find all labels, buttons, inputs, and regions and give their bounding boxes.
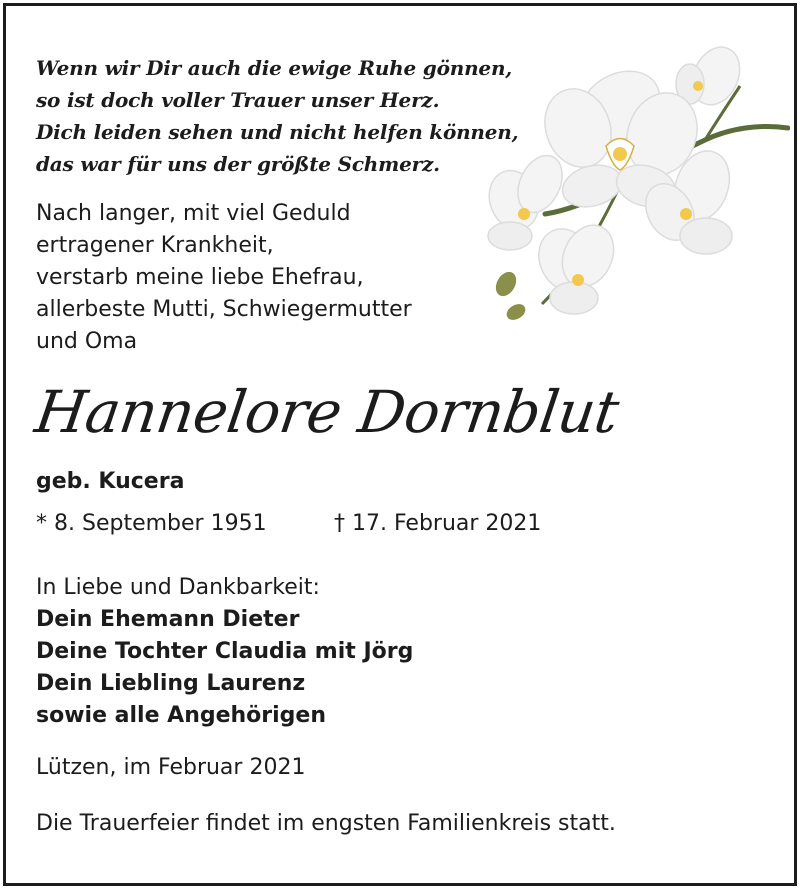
poem-line: das war für uns der größte Schmerz. bbox=[36, 152, 440, 176]
funeral-note: Die Trauerfeier findet im engsten Familienkreis statt. bbox=[36, 811, 616, 836]
mourners-list bbox=[36, 604, 413, 732]
poem-verse bbox=[36, 52, 518, 180]
intro-line: und Oma bbox=[36, 329, 138, 354]
place-date: Lützen, im Februar 2021 bbox=[36, 755, 306, 780]
deceased-name: Hannelore Dornblut bbox=[31, 378, 623, 446]
death-date: † 17. Februar 2021 bbox=[334, 511, 542, 536]
mourner-line: Dein Ehemann Dieter bbox=[36, 607, 300, 632]
intro-line: verstarb meine liebe Ehefrau, bbox=[36, 265, 364, 290]
birth-name: geb. Kucera bbox=[36, 469, 185, 494]
poem-line: Dich leiden sehen und nicht helfen können, bbox=[36, 120, 519, 144]
intro-line: Nach langer, mit viel Geduld bbox=[36, 201, 351, 226]
mourner-line: sowie alle Angehörigen bbox=[36, 703, 327, 728]
intro-line: allerbeste Mutti, Schwiegermutter bbox=[36, 297, 412, 322]
intro-line: ertragener Krankheit, bbox=[36, 233, 274, 258]
thanks-line: In Liebe und Dankbarkeit: bbox=[36, 575, 320, 600]
intro-text bbox=[36, 198, 412, 358]
poem-line: so ist doch voller Trauer unser Herz. bbox=[36, 88, 440, 112]
orchid-image bbox=[470, 36, 790, 326]
birth-date: * 8. September 1951 bbox=[36, 511, 267, 536]
life-dates bbox=[36, 506, 542, 542]
mourner-line: Deine Tochter Claudia mit Jörg bbox=[36, 639, 414, 664]
mourner-line: Dein Liebling Laurenz bbox=[36, 671, 306, 696]
poem-line: Wenn wir Dir auch die ewige Ruhe gönnen, bbox=[36, 56, 513, 80]
